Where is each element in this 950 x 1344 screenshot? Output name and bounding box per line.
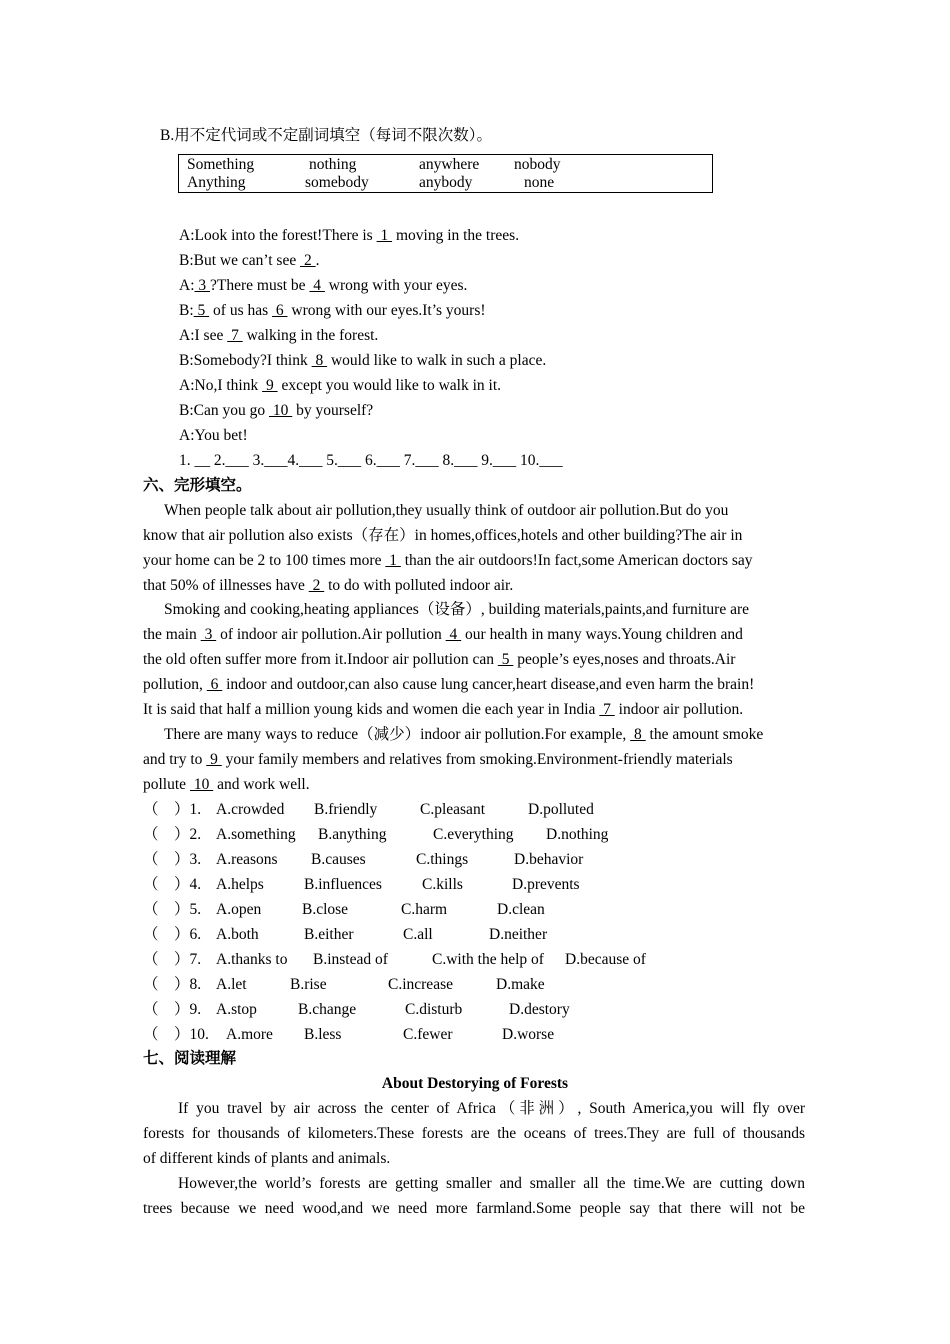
choice-b: B.change (298, 1001, 357, 1018)
dialogue-line: B:But we can’t see 2 . (179, 252, 320, 269)
choice-d: D.behavior (514, 851, 584, 868)
dialogue-line: B:Can you go 10 by yourself? (179, 402, 374, 419)
choice-d: D.make (496, 976, 545, 993)
word-box-item: none (524, 174, 555, 191)
choice-d: D.destory (509, 1001, 570, 1018)
choice-c: C.things (416, 851, 469, 868)
passage-line: However,the world’s forests are getting smaller and smaller all the time.We are cutting down (178, 1175, 805, 1192)
choice-d: D.worse (502, 1026, 555, 1043)
choice-c: C.fewer (403, 1026, 453, 1043)
passage-line: Smoking and cooking,heating appliances（设备）, building materials,paints,and furniture are (164, 601, 749, 618)
choice-number[interactable]: （ ）3. (143, 851, 202, 868)
choice-c: C.disturb (405, 1001, 463, 1018)
blank: 7 (227, 327, 243, 344)
passage-line: the main 3 of indoor air pollution.Air pollution 4 our health in many ways.Young children and (143, 626, 743, 643)
article-title: About Destorying of Forests (381, 1075, 569, 1092)
choice-d: D.nothing (546, 826, 609, 843)
dialogue-line: A:No,I think 9 except you would like to walk in it. (179, 377, 502, 394)
choice-number[interactable]: （ ）5. (143, 901, 202, 918)
blank: 9 (262, 377, 278, 394)
blank: 1 (376, 227, 393, 244)
choice-b: B.less (304, 1026, 342, 1043)
choice-c: C.harm (401, 901, 448, 918)
passage-line: and try to 9 your family members and relatives from smoking.Environment-friendly materials (143, 751, 733, 768)
word-box-item: anybody (419, 174, 473, 191)
word-box-item: somebody (305, 174, 369, 191)
choice-b: B.close (302, 901, 349, 918)
choice-c: C.all (403, 926, 433, 943)
dialogue-line: B:Somebody?I think 8 would like to walk in such a place. (179, 352, 547, 369)
passage-line: pollute 10 and work well. (143, 776, 310, 793)
choice-b: B.instead of (313, 951, 388, 968)
blank: 4 (445, 626, 462, 643)
choice-number[interactable]: （ ）4. (143, 876, 202, 893)
choice-number[interactable]: （ ）6. (143, 926, 202, 943)
word-box-item: Something (187, 156, 255, 173)
choice-b: B.influences (304, 876, 382, 893)
choice-number[interactable]: （ ）1. (143, 801, 202, 818)
blank: 10 (269, 402, 293, 419)
word-box-item: anywhere (419, 156, 480, 173)
blank: 5 (193, 302, 210, 319)
dialogue-line: A:Look into the forest!There is 1 moving in the trees. (179, 227, 520, 244)
choice-a: A.both (216, 926, 259, 943)
blank: 8 (311, 352, 328, 369)
choice-d: D.prevents (512, 876, 580, 893)
choice-a: A.something (216, 826, 296, 843)
answer-line: 1. __ 2.___ 3.___4.___ 5.___ 6.___ 7.___ 8.___ 9.___ 10.___ (179, 452, 563, 469)
choice-c: C.everything (433, 826, 514, 843)
section6-heading: 六、完形填空。 (143, 477, 252, 494)
dialogue-line: A:You bet! (179, 427, 248, 444)
blank: 10 (189, 776, 214, 793)
blank: 4 (309, 277, 325, 294)
choice-a: A.stop (216, 1001, 257, 1018)
blank: 8 (630, 726, 646, 743)
passage-line: of different kinds of plants and animals. (143, 1150, 391, 1167)
choice-number[interactable]: （ ）7. (143, 951, 202, 968)
dialogue-line: B: 5 of us has 6 wrong with our eyes.It’s yours! (179, 302, 486, 319)
choice-c: C.increase (388, 976, 453, 993)
passage-line: It is said that half a million young kids and women die each year in India 7 indoor air pollution. (143, 701, 744, 718)
section-b-title: B.用不定代词或不定副词填空（每词不限次数）。 (160, 127, 492, 144)
passage-line: trees because we need wood,and we need more farmland.Some people say that there will not be (143, 1200, 805, 1217)
passage-line: When people talk about air pollution,they usually think of outdoor air pollution.But do you (164, 502, 729, 519)
passage-line: pollution, 6 indoor and outdoor,can also cause lung cancer,heart disease,and even harm the brain! (143, 676, 755, 693)
choice-d: D.clean (497, 901, 545, 918)
choice-number[interactable]: （ ）8. (143, 976, 202, 993)
choice-b: B.causes (311, 851, 366, 868)
blank: 2 (308, 577, 325, 594)
choice-d: D.because of (565, 951, 646, 968)
blank: 6 (206, 676, 223, 693)
choice-a: A.more (226, 1026, 273, 1043)
passage-line: your home can be 2 to 100 times more 1 than the air outdoors!In fact,some American doctors say (143, 552, 753, 569)
blank: 7 (599, 701, 615, 718)
word-box-item: Anything (187, 174, 246, 191)
choice-a: A.crowded (216, 801, 285, 818)
passage-line: There are many ways to reduce（减少）indoor air pollution.For example, 8 the amount smoke (164, 726, 764, 743)
choice-a: A.reasons (216, 851, 278, 868)
choice-c: C.with the help of (432, 951, 544, 968)
passage-line: that 50% of illnesses have 2 to do with polluted indoor air. (143, 577, 514, 594)
blank: 5 (497, 651, 514, 668)
choice-a: A.let (216, 976, 247, 993)
choice-a: A.open (216, 901, 262, 918)
section7-heading: 七、阅读理解 (143, 1050, 237, 1067)
dialogue-line: A: 3 ?There must be 4 wrong with your eyes. (179, 277, 468, 294)
passage-line: If you travel by air across the center of Africa（非洲）, South America,you will fly over (178, 1100, 805, 1117)
blank: 2 (300, 252, 316, 269)
word-box-item: nothing (309, 156, 357, 173)
word-box-item: nobody (514, 156, 561, 173)
blank: 9 (206, 751, 222, 768)
word-box (178, 154, 713, 193)
choice-c: C.pleasant (420, 801, 485, 818)
blank: 6 (272, 302, 288, 319)
blank: 3 (194, 277, 210, 294)
passage-line: the old often suffer more from it.Indoor air pollution can 5 people’s eyes,noses and throats.Air (143, 651, 736, 668)
passage-line: forests for thousands of kilometers.These forests are the oceans of trees.They are full of thousands (143, 1125, 805, 1142)
choice-number[interactable]: （ ）10. (143, 1026, 209, 1043)
dialogue-line: A:I see 7 walking in the forest. (179, 327, 379, 344)
choice-b: B.rise (290, 976, 327, 993)
choice-a: A.thanks to (216, 951, 288, 968)
choice-b: B.friendly (314, 801, 378, 818)
blank: 1 (385, 552, 401, 569)
choice-a: A.helps (216, 876, 264, 893)
choice-d: D.polluted (528, 801, 594, 818)
choice-b: B.anything (318, 826, 387, 843)
blank: 3 (200, 626, 217, 643)
passage-line: know that air pollution also exists（存在）in homes,offices,hotels and other building?The air in (143, 527, 743, 544)
choice-d: D.neither (489, 926, 548, 943)
choice-c: C.kills (422, 876, 463, 893)
choice-b: B.either (304, 926, 354, 943)
choice-number[interactable]: （ ）9. (143, 1001, 202, 1018)
choice-number[interactable]: （ ）2. (143, 826, 202, 843)
